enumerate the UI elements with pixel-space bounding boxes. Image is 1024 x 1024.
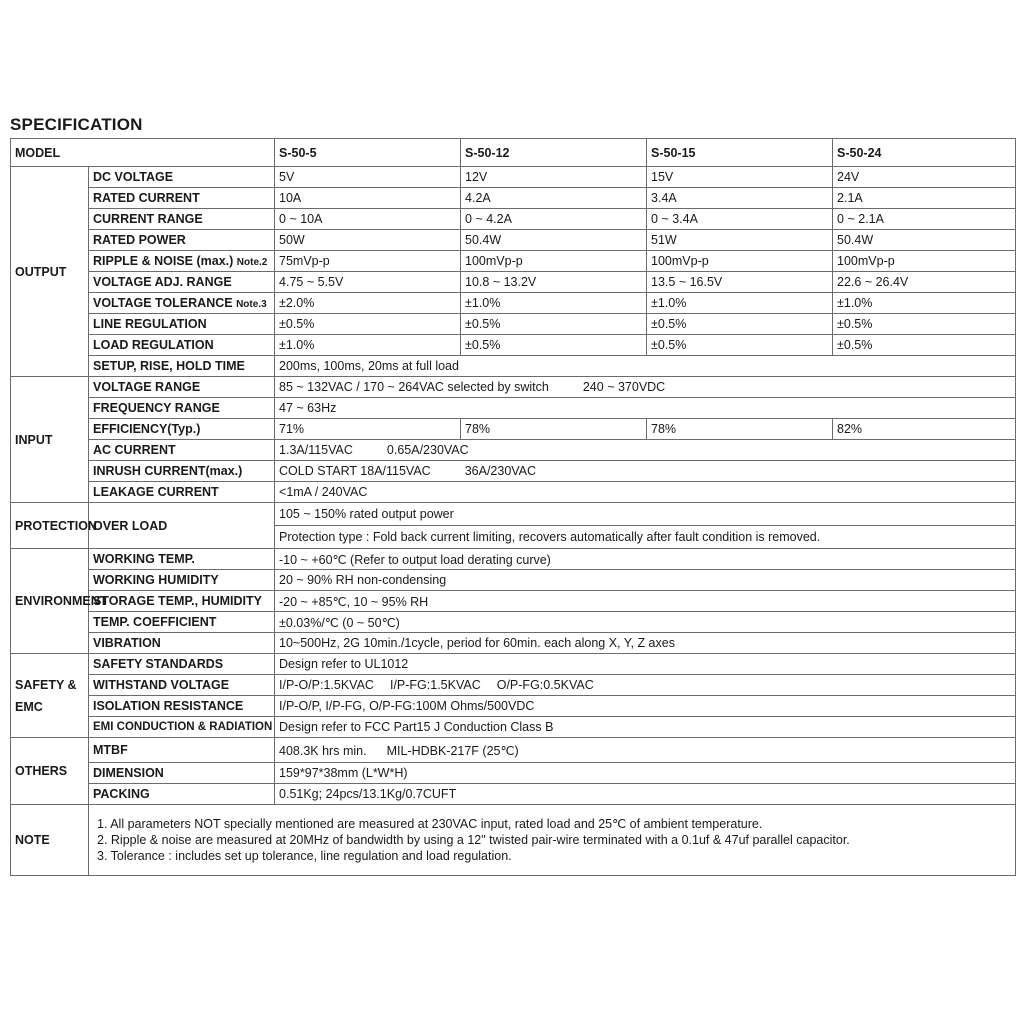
value-cell: 50.4W [833,230,1016,251]
value-cell: -20 ~ +85℃, 10 ~ 95% RH [275,591,1016,612]
row-label: AC CURRENT [89,440,275,461]
row-label-text: VOLTAGE TOLERANCE [93,296,233,310]
value-cell: 0 ~ 4.2A [461,209,647,230]
value-cell: ±0.03%/℃ (0 ~ 50℃) [275,612,1016,633]
value-cell: 159*97*38mm (L*W*H) [275,763,1016,784]
row-label: SAFETY STANDARDS [89,654,275,675]
value-cell: 4.2A [461,188,647,209]
group-label-line: SAFETY & [15,677,77,692]
table-row [11,440,1016,461]
row-label: LEAKAGE CURRENT [89,482,275,503]
table-row [11,612,1016,633]
value-cell: I/P-O/P, I/P-FG, O/P-FG:100M Ohms/500VDC [275,696,1016,717]
note-item: 1. All parameters NOT specially mentioned are measured at 230VAC input, rated load and 25℃ of ambient temperature. [97,817,763,831]
value-cell: 47 ~ 63Hz [275,398,1016,419]
table-row [11,738,1016,763]
group-input: INPUT [11,377,89,503]
value-cell: 24V [833,167,1016,188]
table-row [11,419,1016,440]
model-cell: S-50-24 [833,139,1016,167]
table-row [11,675,1016,696]
value-text: 408.3K hrs min. [279,743,367,758]
value-cell: ±0.5% [275,314,461,335]
value-cell: 105 ~ 150% rated output power [275,503,1016,526]
row-label: FREQUENCY RANGE [89,398,275,419]
row-label: PACKING [89,784,275,805]
value-cell: Protection type : Fold back current limiting, recovers automatically after fault condition is removed. [275,526,1016,549]
row-label: INRUSH CURRENT(max.) [89,461,275,482]
model-cell: S-50-12 [461,139,647,167]
row-label: VOLTAGE ADJ. RANGE [89,272,275,293]
value-cell: 10A [275,188,461,209]
value-cell: 0 ~ 2.1A [833,209,1016,230]
value-cell [275,675,1016,696]
table-row [11,335,1016,356]
value-cell: 71% [275,419,461,440]
model-cell: S-50-5 [275,139,461,167]
value-cell: 10~500Hz, 2G 10min./1cycle, period for 60min. each along X, Y, Z axes [275,633,1016,654]
value-text: O/P-FG:0.5KVAC [496,678,594,692]
note-list [89,805,1016,876]
row-label: MTBF [89,738,275,763]
value-text: I/P-O/P:1.5KVAC [279,678,374,692]
model-label: MODEL [11,139,275,167]
value-cell: ±0.5% [647,335,833,356]
model-cell: S-50-15 [647,139,833,167]
table-row [11,356,1016,377]
value-cell: 2.1A [833,188,1016,209]
note-item: 3. Tolerance : includes set up tolerance, line regulation and load regulation. [97,849,512,863]
table-row [11,654,1016,675]
value-cell: 12V [461,167,647,188]
value-cell: 3.4A [647,188,833,209]
value-cell: 20 ~ 90% RH non-condensing [275,570,1016,591]
row-label: EMI CONDUCTION & RADIATION [89,717,275,738]
table-row [11,717,1016,738]
value-cell: 78% [647,419,833,440]
value-text: I/P-FG:1.5KVAC [389,678,481,692]
value-text: 240 ~ 370VDC [582,380,666,394]
table-row [11,188,1016,209]
row-label: LINE REGULATION [89,314,275,335]
value-cell: 13.5 ~ 16.5V [647,272,833,293]
value-cell: ±0.5% [833,314,1016,335]
model-row [11,139,1016,167]
value-cell: ±1.0% [461,293,647,314]
table-row [11,209,1016,230]
page-title: SPECIFICATION [10,115,143,134]
value-cell: 78% [461,419,647,440]
table-row [11,398,1016,419]
group-safety-emc [11,654,89,738]
table-row [11,570,1016,591]
table-row [11,591,1016,612]
value-text: MIL-HDBK-217F (25℃) [386,743,519,758]
value-cell: ±0.5% [461,314,647,335]
table-row [11,293,1016,314]
value-cell: ±0.5% [647,314,833,335]
value-cell [275,440,1016,461]
value-cell: 0 ~ 10A [275,209,461,230]
row-label: WORKING TEMP. [89,549,275,570]
table-row [11,482,1016,503]
note-item: 2. Ripple & noise are measured at 20MHz of bandwidth by using a 12" twisted pair-wire terminated with a 0.1uf & 47uf parallel capacitor. [97,833,850,847]
row-label: ISOLATION RESISTANCE [89,696,275,717]
value-cell: 82% [833,419,1016,440]
row-label: VIBRATION [89,633,275,654]
value-cell: 50.4W [461,230,647,251]
value-cell: ±0.5% [833,335,1016,356]
value-cell: ±1.0% [833,293,1016,314]
value-cell: 100mVp-p [461,251,647,272]
group-environment: ENVIRONMENT [11,549,89,654]
value-cell: 100mVp-p [833,251,1016,272]
row-label [89,293,275,314]
note-label: NOTE [11,805,89,876]
note-ref: Note.2 [236,257,268,268]
value-cell: 22.6 ~ 26.4V [833,272,1016,293]
value-cell: Design refer to FCC Part15 J Conduction Class B [275,717,1016,738]
row-label: OVER LOAD [89,503,275,549]
row-label: CURRENT RANGE [89,209,275,230]
value-text: 0.65A/230VAC [386,443,469,457]
specification-table [10,138,1016,876]
value-cell: ±1.0% [647,293,833,314]
row-label: RATED POWER [89,230,275,251]
group-protection: PROTECTION [11,503,89,549]
row-label-text: RIPPLE & NOISE (max.) [93,254,234,268]
table-row [11,696,1016,717]
value-cell: 15V [647,167,833,188]
value-cell: 4.75 ~ 5.5V [275,272,461,293]
value-cell: 200ms, 100ms, 20ms at full load [275,356,1016,377]
table-row [11,377,1016,398]
row-label: SETUP, RISE, HOLD TIME [89,356,275,377]
value-cell: -10 ~ +60℃ (Refer to output load derating curve) [275,549,1016,570]
row-label: RATED CURRENT [89,188,275,209]
table-row [11,314,1016,335]
value-cell: 100mVp-p [647,251,833,272]
value-text: 1.3A/115VAC [279,443,353,457]
table-row [11,230,1016,251]
value-cell: ±2.0% [275,293,461,314]
value-cell: ±1.0% [275,335,461,356]
table-row [11,272,1016,293]
table-row [11,167,1016,188]
table-row [11,549,1016,570]
value-cell: 5V [275,167,461,188]
value-cell: 10.8 ~ 13.2V [461,272,647,293]
row-label: WITHSTAND VOLTAGE [89,675,275,696]
row-label: TEMP. COEFFICIENT [89,612,275,633]
table-row [11,633,1016,654]
group-output: OUTPUT [11,167,89,377]
value-cell: 0.51Kg; 24pcs/13.1Kg/0.7CUFT [275,784,1016,805]
value-cell: ±0.5% [461,335,647,356]
row-label [89,251,275,272]
value-cell [275,738,1016,763]
table-row [11,461,1016,482]
table-row [11,784,1016,805]
table-row [11,503,1016,526]
row-label: VOLTAGE RANGE [89,377,275,398]
row-label: DC VOLTAGE [89,167,275,188]
value-cell: <1mA / 240VAC [275,482,1016,503]
row-label: DIMENSION [89,763,275,784]
value-text: COLD START 18A/115VAC [279,464,431,478]
value-cell: 51W [647,230,833,251]
table-row [11,251,1016,272]
row-label: STORAGE TEMP., HUMIDITY [89,591,275,612]
table-row [11,763,1016,784]
value-cell [275,377,1016,398]
value-text: 85 ~ 132VAC / 170 ~ 264VAC selected by switch [279,380,549,394]
row-label: LOAD REGULATION [89,335,275,356]
value-cell: 75mVp-p [275,251,461,272]
value-text: 36A/230VAC [464,464,537,478]
value-cell: 50W [275,230,461,251]
row-label: WORKING HUMIDITY [89,570,275,591]
row-label: EFFICIENCY(Typ.) [89,419,275,440]
value-cell: Design refer to UL1012 [275,654,1016,675]
note-ref: Note.3 [236,299,267,310]
group-others: OTHERS [11,738,89,805]
note-row [11,805,1016,876]
value-cell: 0 ~ 3.4A [647,209,833,230]
value-cell [275,461,1016,482]
group-label-line: EMC [15,699,43,714]
